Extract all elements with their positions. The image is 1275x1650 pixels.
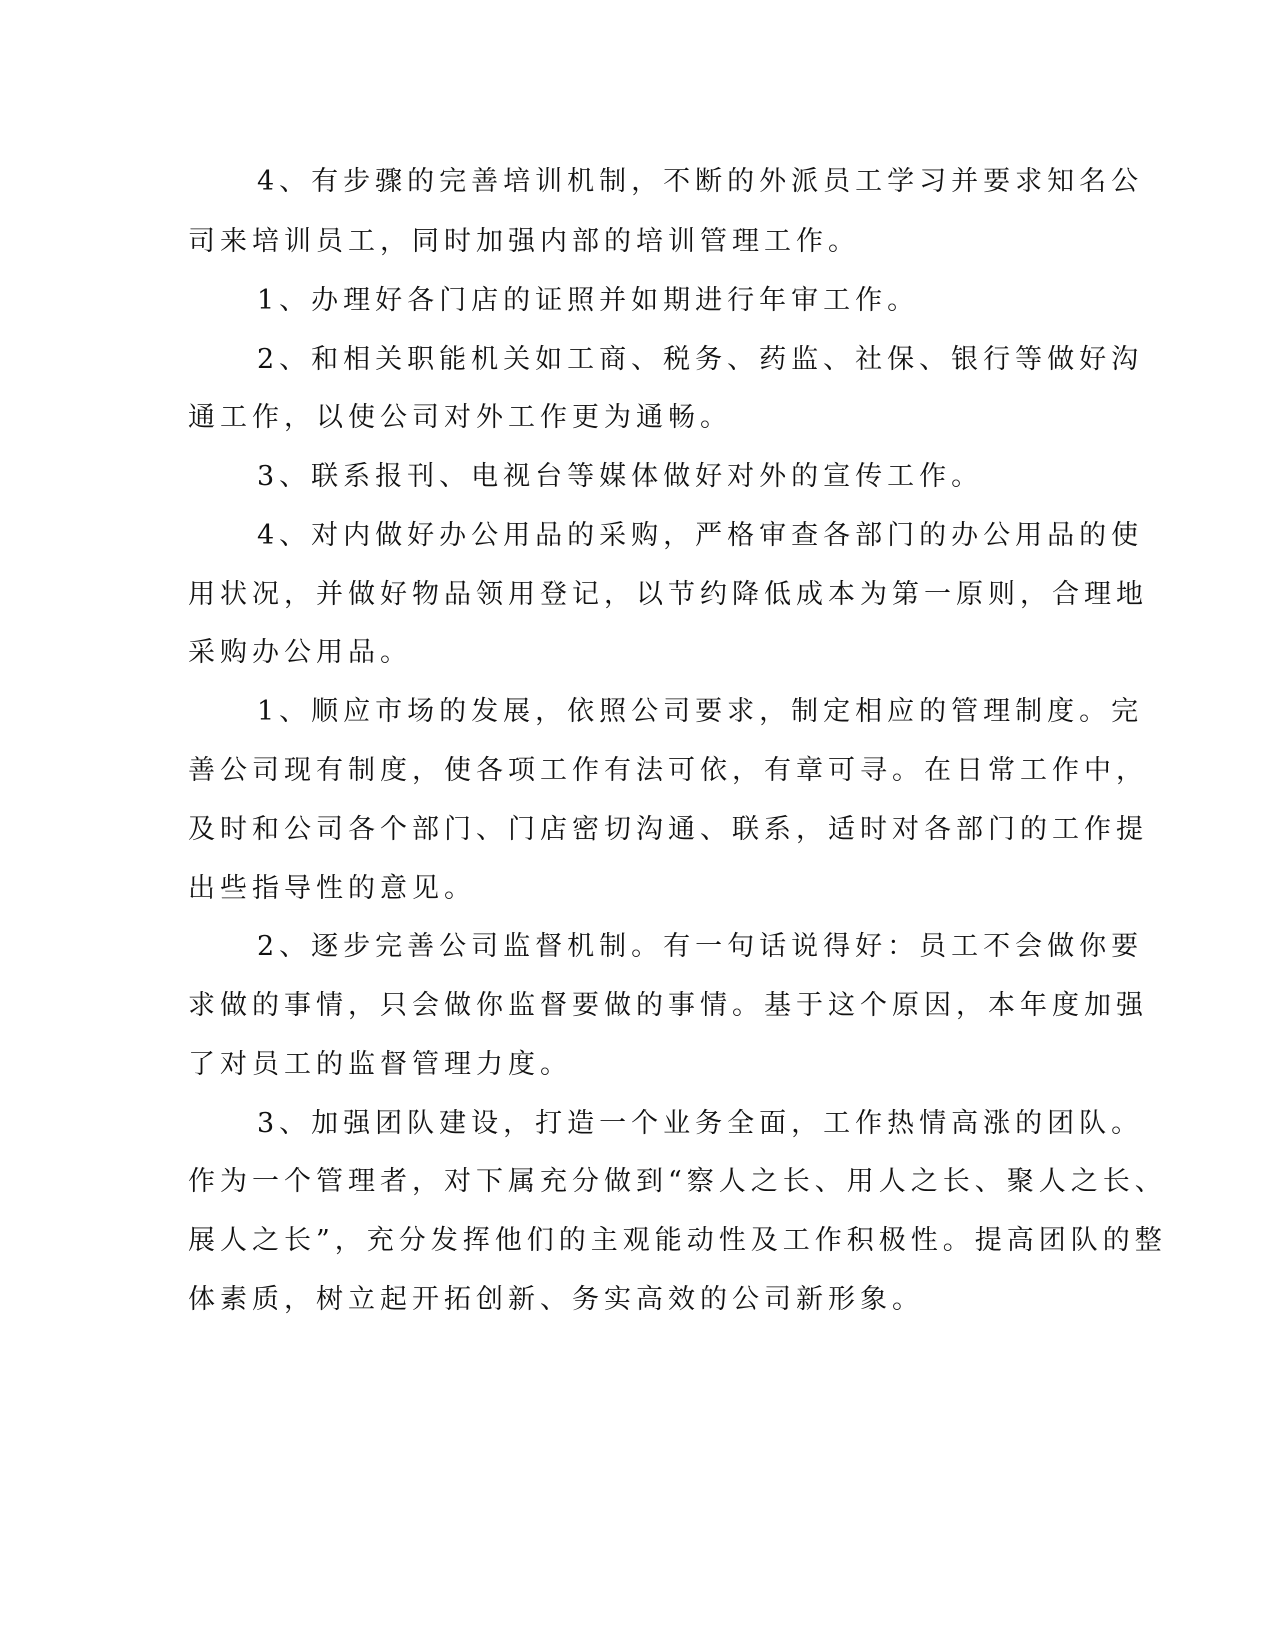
paragraph-line: 3、联系报刊、电视台等媒体做好对外的宣传工作。 (257, 461, 984, 492)
paragraph-line: 2、和相关职能机关如工商、税务、药监、社保、银行等做好沟 (257, 344, 1144, 375)
paragraph-line: 展人之长”，充分发挥他们的主观能动性及工作积极性。提高团队的整 (188, 1225, 1167, 1256)
paragraph-line: 了对员工的监督管理力度。 (188, 1049, 572, 1080)
paragraph-line: 司来培训员工，同时加强内部的培训管理工作。 (188, 226, 860, 257)
paragraph-line: 1、办理好各门店的证照并如期进行年审工作。 (257, 285, 920, 316)
paragraph-line: 4、对内做好办公用品的采购，严格审查各部门的办公用品的使 (257, 520, 1144, 551)
paragraph-line: 2、逐步完善公司监督机制。有一句话说得好：员工不会做你要 (257, 931, 1144, 962)
paragraph-line: 求做的事情，只会做你监督要做的事情。基于这个原因，本年度加强 (188, 990, 1148, 1021)
paragraph-line: 体素质，树立起开拓创新、务实高效的公司新形象。 (188, 1284, 924, 1315)
paragraph-line: 及时和公司各个部门、门店密切沟通、联系，适时对各部门的工作提 (188, 814, 1148, 845)
paragraph-line: 用状况，并做好物品领用登记，以节约降低成本为第一原则，合理地 (188, 579, 1148, 610)
paragraph-line: 采购办公用品。 (188, 637, 412, 668)
paragraph-line: 4、有步骤的完善培训机制，不断的外派员工学习并要求知名公 (257, 166, 1144, 197)
paragraph-line: 3、加强团队建设，打造一个业务全面，工作热情高涨的团队。 (257, 1108, 1144, 1139)
paragraph-line: 作为一个管理者，对下属充分做到“察人之长、用人之长、聚人之长、 (188, 1166, 1167, 1197)
paragraph-line: 通工作，以使公司对外工作更为通畅。 (188, 402, 732, 433)
paragraph-line: 善公司现有制度，使各项工作有法可依，有章可寻。在日常工作中， (188, 755, 1148, 786)
paragraph-line: 出些指导性的意见。 (188, 873, 476, 904)
paragraph-line: 1、顺应市场的发展，依照公司要求，制定相应的管理制度。完 (257, 696, 1144, 727)
